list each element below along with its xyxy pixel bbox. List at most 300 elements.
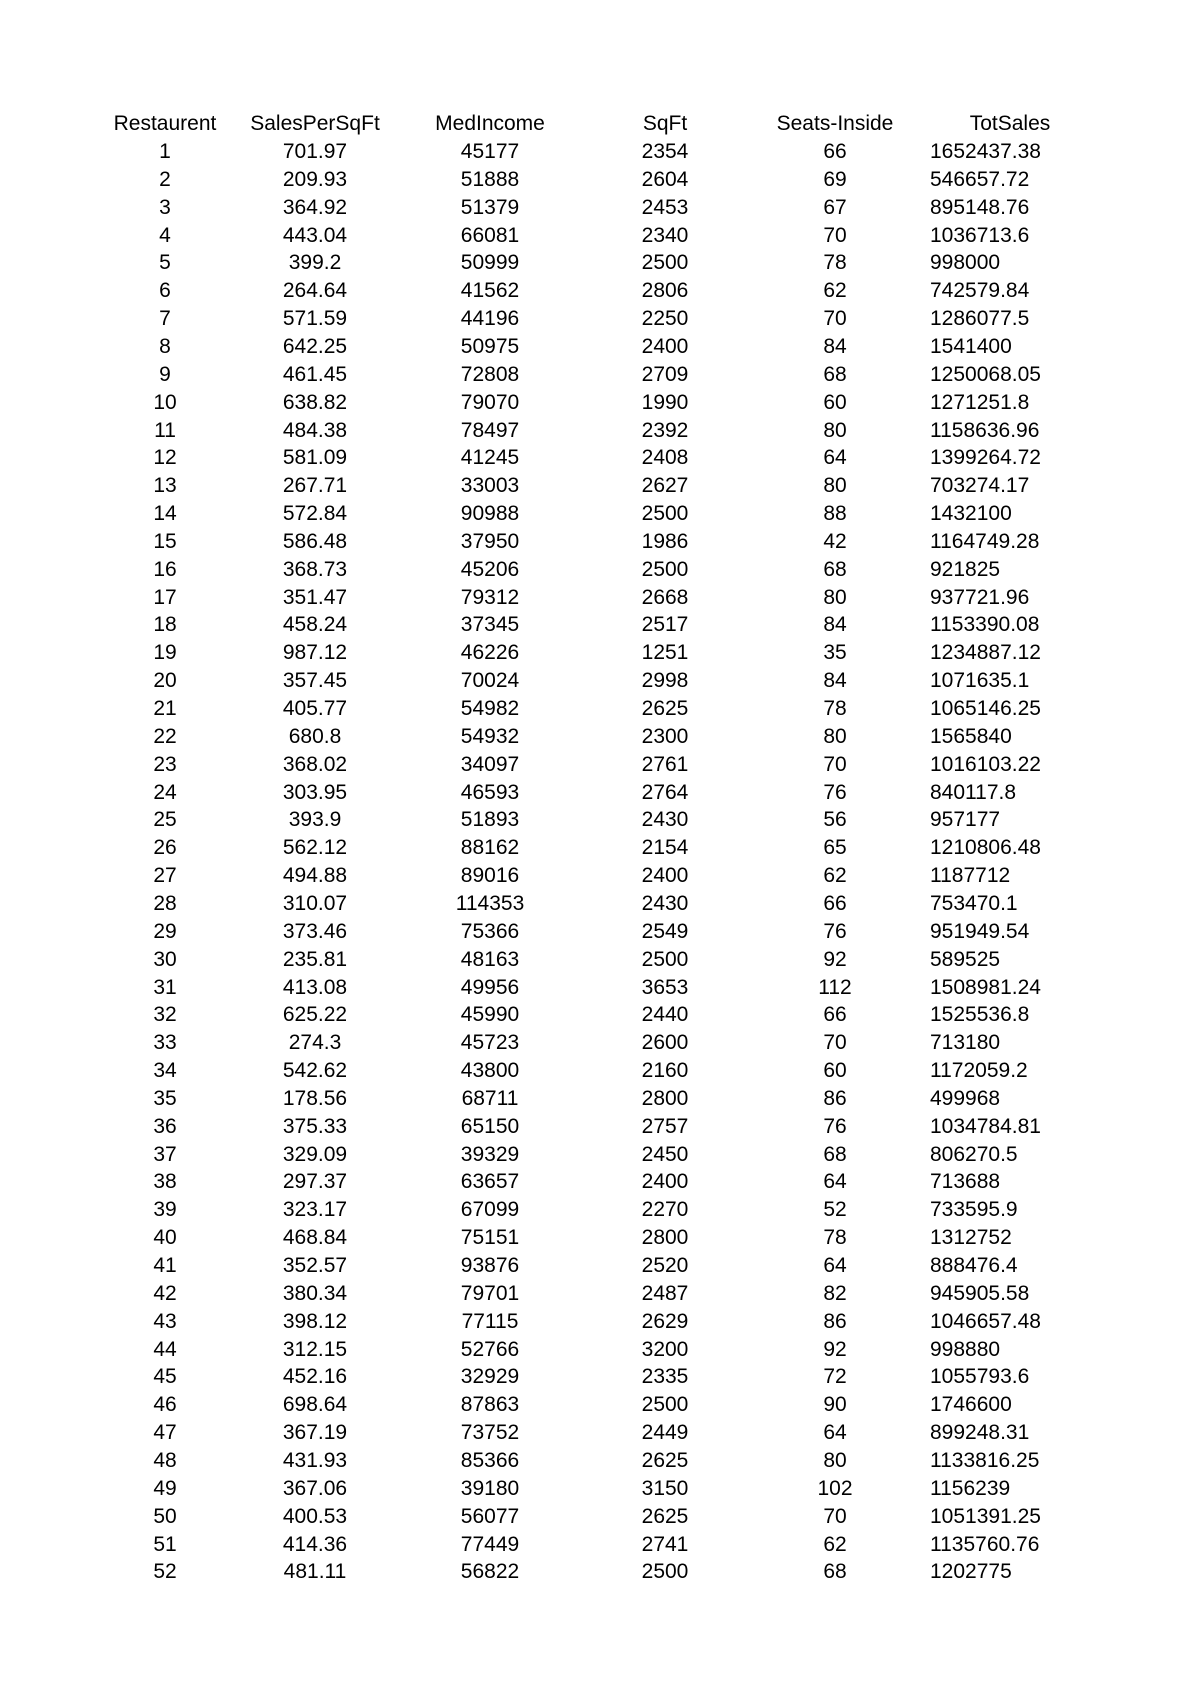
cell-tot-sales: 703274.17 — [930, 474, 1030, 498]
cell-sales-per-sqft: 375.33 — [282, 1114, 348, 1138]
cell-seats-inside: 62 — [823, 1532, 847, 1556]
cell-sqft: 2300 — [641, 724, 689, 748]
table-row — [0, 194, 1200, 222]
cell-sales-per-sqft: 638.82 — [282, 390, 348, 414]
cell-tot-sales: 713180 — [930, 1031, 1001, 1055]
cell-sales-per-sqft: 393.9 — [288, 808, 342, 832]
cell-tot-sales: 998880 — [930, 1337, 1001, 1361]
cell-sqft: 2998 — [641, 669, 689, 693]
cell-tot-sales: 895148.76 — [930, 195, 1030, 219]
table-row — [0, 361, 1200, 389]
cell-med-income: 41562 — [460, 279, 520, 303]
cell-sales-per-sqft: 625.22 — [282, 1003, 348, 1027]
cell-seats-inside: 76 — [823, 919, 847, 943]
cell-med-income: 78497 — [460, 418, 520, 442]
cell-seats-inside: 65 — [823, 836, 847, 860]
table-row — [0, 1085, 1200, 1113]
cell-med-income: 72808 — [460, 362, 520, 386]
cell-sales-per-sqft: 274.3 — [288, 1031, 342, 1055]
cell-med-income: 77449 — [460, 1532, 520, 1556]
cell-sqft: 2500 — [641, 502, 689, 526]
table-row — [0, 751, 1200, 779]
cell-tot-sales: 1250068.05 — [930, 362, 1041, 386]
cell-tot-sales: 713688 — [930, 1170, 1001, 1194]
cell-sales-per-sqft: 352.57 — [282, 1254, 348, 1277]
cell-sales-per-sqft: 235.81 — [282, 947, 348, 971]
cell-tot-sales: 499968 — [930, 1086, 1001, 1110]
cell-tot-sales: 1312752 — [930, 1226, 1012, 1250]
table-row — [0, 1001, 1200, 1029]
header-seats-inside: Seats-Inside — [776, 112, 894, 135]
cell-tot-sales: 1210806.48 — [930, 836, 1041, 860]
cell-restaurent: 13 — [153, 474, 177, 498]
cell-sqft: 2335 — [641, 1365, 689, 1389]
cell-seats-inside: 80 — [823, 474, 847, 498]
cell-restaurent: 17 — [153, 585, 177, 609]
cell-restaurent: 1 — [159, 140, 171, 163]
cell-sqft: 2625 — [641, 697, 689, 720]
table-row — [0, 1336, 1200, 1364]
cell-sales-per-sqft: 373.46 — [282, 919, 348, 943]
cell-seats-inside: 88 — [823, 502, 847, 526]
cell-seats-inside: 60 — [823, 1059, 847, 1083]
cell-tot-sales: 1071635.1 — [930, 669, 1030, 693]
cell-sales-per-sqft: 364.92 — [282, 195, 348, 219]
cell-med-income: 56077 — [460, 1504, 520, 1528]
cell-seats-inside: 80 — [823, 724, 847, 748]
cell-sales-per-sqft: 572.84 — [282, 502, 348, 526]
cell-seats-inside: 62 — [823, 279, 847, 303]
cell-seats-inside: 68 — [823, 1560, 847, 1584]
cell-med-income: 66081 — [460, 223, 520, 247]
table-row — [0, 556, 1200, 584]
cell-sqft: 2520 — [641, 1254, 689, 1277]
cell-sales-per-sqft: 380.34 — [282, 1281, 348, 1305]
cell-tot-sales: 937721.96 — [930, 585, 1030, 609]
header-sales-per-sqft: SalesPerSqFt — [250, 112, 380, 135]
cell-sqft: 2408 — [641, 446, 689, 470]
cell-restaurent: 44 — [153, 1337, 177, 1361]
cell-sqft: 2500 — [641, 947, 689, 971]
cell-sales-per-sqft: 398.12 — [282, 1309, 348, 1333]
cell-restaurent: 21 — [153, 697, 177, 720]
cell-tot-sales: 840117.8 — [930, 780, 1017, 804]
cell-sales-per-sqft: 431.93 — [282, 1448, 348, 1472]
cell-med-income: 39329 — [460, 1142, 520, 1166]
table-row — [0, 1141, 1200, 1169]
cell-sqft: 2400 — [641, 864, 689, 888]
table-row — [0, 974, 1200, 1002]
table-row — [0, 1168, 1200, 1196]
cell-med-income: 45206 — [460, 557, 520, 581]
cell-tot-sales: 1746600 — [930, 1393, 1012, 1417]
cell-seats-inside: 68 — [823, 1142, 847, 1166]
cell-seats-inside: 112 — [818, 975, 852, 999]
cell-seats-inside: 86 — [823, 1309, 847, 1333]
cell-med-income: 93876 — [460, 1254, 520, 1277]
table-row — [0, 1363, 1200, 1391]
cell-restaurent: 10 — [153, 390, 177, 414]
cell-sales-per-sqft: 414.36 — [282, 1532, 348, 1556]
cell-sales-per-sqft: 312.15 — [282, 1337, 348, 1361]
cell-tot-sales: 742579.84 — [930, 279, 1030, 303]
table-row — [0, 500, 1200, 528]
cell-restaurent: 49 — [153, 1476, 177, 1500]
cell-sqft: 3200 — [641, 1337, 689, 1361]
cell-sqft: 2668 — [641, 585, 689, 609]
cell-restaurent: 27 — [153, 864, 177, 888]
cell-sqft: 2154 — [641, 836, 689, 860]
cell-restaurent: 18 — [153, 613, 177, 637]
cell-sqft: 2500 — [641, 1560, 689, 1584]
cell-seats-inside: 64 — [823, 446, 847, 470]
table-row — [0, 1391, 1200, 1419]
cell-restaurent: 29 — [153, 919, 177, 943]
table-row — [0, 695, 1200, 723]
cell-seats-inside: 64 — [823, 1254, 847, 1277]
cell-restaurent: 7 — [159, 307, 171, 331]
cell-seats-inside: 86 — [823, 1086, 847, 1110]
cell-restaurent: 32 — [153, 1003, 177, 1027]
cell-restaurent: 43 — [153, 1309, 177, 1333]
cell-restaurent: 50 — [153, 1504, 177, 1528]
header-med-income: MedIncome — [435, 112, 545, 135]
cell-sqft: 2450 — [641, 1142, 689, 1166]
cell-sqft: 2440 — [641, 1003, 689, 1027]
cell-restaurent: 51 — [153, 1532, 177, 1556]
table-row — [0, 639, 1200, 667]
cell-seats-inside: 70 — [823, 223, 847, 247]
cell-seats-inside: 42 — [823, 529, 847, 553]
cell-seats-inside: 80 — [823, 418, 847, 442]
cell-sales-per-sqft: 458.24 — [282, 613, 348, 637]
cell-tot-sales: 1156239 — [930, 1476, 1011, 1500]
cell-sales-per-sqft: 351.47 — [282, 585, 348, 609]
cell-sqft: 2806 — [641, 279, 689, 303]
cell-seats-inside: 70 — [823, 1031, 847, 1055]
table-row — [0, 723, 1200, 751]
table-row — [0, 1252, 1200, 1280]
cell-seats-inside: 70 — [823, 307, 847, 331]
cell-sales-per-sqft: 209.93 — [282, 167, 348, 191]
cell-restaurent: 2 — [159, 167, 171, 191]
cell-tot-sales: 1135760.76 — [930, 1532, 1040, 1556]
cell-restaurent: 42 — [153, 1281, 177, 1305]
cell-sales-per-sqft: 329.09 — [282, 1142, 348, 1166]
cell-tot-sales: 1164749.28 — [930, 529, 1040, 553]
cell-tot-sales: 589525 — [930, 947, 1001, 971]
cell-restaurent: 37 — [153, 1142, 177, 1166]
cell-restaurent: 28 — [153, 891, 177, 915]
cell-med-income: 37345 — [460, 613, 520, 637]
cell-seats-inside: 52 — [823, 1198, 847, 1222]
table-row — [0, 1224, 1200, 1252]
cell-restaurent: 12 — [153, 446, 177, 470]
table-row — [0, 1558, 1200, 1586]
cell-restaurent: 38 — [153, 1170, 177, 1194]
cell-sales-per-sqft: 562.12 — [282, 836, 348, 860]
cell-tot-sales: 1016103.22 — [930, 752, 1041, 776]
cell-restaurent: 46 — [153, 1393, 177, 1417]
cell-seats-inside: 64 — [823, 1170, 847, 1194]
cell-med-income: 44196 — [460, 307, 520, 331]
cell-tot-sales: 1158636.96 — [930, 418, 1040, 442]
cell-sqft: 2629 — [641, 1309, 689, 1333]
cell-med-income: 50999 — [460, 251, 520, 275]
cell-sales-per-sqft: 698.64 — [282, 1393, 348, 1417]
cell-sales-per-sqft: 484.38 — [282, 418, 348, 442]
cell-med-income: 45177 — [460, 140, 520, 163]
cell-tot-sales: 1399264.72 — [930, 446, 1041, 470]
table-row — [0, 779, 1200, 807]
cell-sqft: 2517 — [641, 613, 689, 637]
cell-sales-per-sqft: 581.09 — [282, 446, 348, 470]
cell-seats-inside: 82 — [823, 1281, 847, 1305]
cell-sales-per-sqft: 452.16 — [282, 1365, 348, 1389]
cell-sales-per-sqft: 443.04 — [282, 223, 348, 247]
table-row — [0, 1196, 1200, 1224]
cell-seats-inside: 35 — [823, 641, 847, 665]
table-row — [0, 1503, 1200, 1531]
table-row — [0, 1057, 1200, 1085]
cell-sqft: 2600 — [641, 1031, 689, 1055]
cell-med-income: 43800 — [460, 1059, 520, 1083]
cell-seats-inside: 70 — [823, 1504, 847, 1528]
table-row — [0, 1531, 1200, 1559]
cell-sales-per-sqft: 267.71 — [282, 474, 348, 498]
cell-tot-sales: 1187712 — [930, 864, 1011, 888]
cell-sqft: 1990 — [641, 390, 689, 414]
cell-med-income: 70024 — [460, 669, 520, 693]
cell-med-income: 68711 — [461, 1086, 519, 1110]
cell-sqft: 2430 — [641, 808, 689, 832]
cell-med-income: 87863 — [460, 1393, 520, 1417]
table-row — [0, 890, 1200, 918]
cell-seats-inside: 84 — [823, 613, 847, 637]
cell-seats-inside: 70 — [823, 752, 847, 776]
table-row — [0, 1113, 1200, 1141]
cell-med-income: 41245 — [460, 446, 520, 470]
header-sqft: SqFt — [642, 112, 688, 135]
cell-tot-sales: 1652437.38 — [930, 140, 1041, 163]
cell-sqft: 2270 — [641, 1198, 689, 1222]
cell-med-income: 32929 — [460, 1365, 520, 1389]
cell-tot-sales: 806270.5 — [930, 1142, 1018, 1166]
cell-sales-per-sqft: 481.11 — [283, 1560, 347, 1584]
cell-med-income: 79312 — [460, 585, 520, 609]
table-row — [0, 584, 1200, 612]
cell-seats-inside: 67 — [823, 195, 847, 219]
cell-sqft: 2625 — [641, 1448, 689, 1472]
cell-restaurent: 41 — [153, 1254, 177, 1277]
cell-seats-inside: 102 — [817, 1476, 853, 1500]
table-row — [0, 389, 1200, 417]
cell-seats-inside: 90 — [823, 1393, 847, 1417]
cell-seats-inside: 80 — [823, 1448, 847, 1472]
cell-tot-sales: 1172059.2 — [930, 1059, 1028, 1083]
cell-med-income: 79070 — [460, 390, 520, 414]
cell-restaurent: 36 — [153, 1114, 177, 1138]
cell-sales-per-sqft: 413.08 — [282, 975, 348, 999]
cell-tot-sales: 1541400 — [930, 334, 1012, 358]
cell-sqft: 1251 — [641, 641, 689, 665]
cell-sqft: 2250 — [641, 307, 689, 331]
table-row — [0, 277, 1200, 305]
cell-sqft: 2761 — [641, 752, 689, 776]
cell-sales-per-sqft: 323.17 — [282, 1198, 348, 1222]
table-row — [0, 1308, 1200, 1336]
table-row — [0, 918, 1200, 946]
cell-seats-inside: 69 — [823, 167, 847, 191]
cell-sqft: 2549 — [641, 919, 689, 943]
cell-med-income: 50975 — [460, 334, 520, 358]
cell-seats-inside: 78 — [823, 697, 847, 720]
table-header-row — [0, 110, 1200, 138]
cell-sqft: 3653 — [641, 975, 689, 999]
cell-sales-per-sqft: 178.56 — [282, 1086, 348, 1110]
cell-seats-inside: 68 — [823, 557, 847, 581]
cell-restaurent: 39 — [153, 1198, 177, 1222]
cell-restaurent: 23 — [153, 752, 177, 776]
header-restaurent: Restaurent — [113, 112, 217, 135]
cell-seats-inside: 66 — [823, 140, 847, 163]
table-row — [0, 1419, 1200, 1447]
cell-seats-inside: 66 — [823, 891, 847, 915]
cell-sqft: 2354 — [641, 140, 689, 163]
cell-sqft: 2741 — [641, 1532, 689, 1556]
cell-med-income: 34097 — [460, 752, 520, 776]
cell-sales-per-sqft: 642.25 — [282, 334, 348, 358]
cell-restaurent: 4 — [159, 223, 171, 247]
cell-seats-inside: 92 — [823, 1337, 847, 1361]
cell-tot-sales: 957177 — [930, 808, 1001, 832]
cell-med-income: 56822 — [460, 1560, 520, 1584]
cell-sales-per-sqft: 461.45 — [282, 362, 348, 386]
cell-sqft: 2392 — [641, 418, 689, 442]
cell-tot-sales: 1046657.48 — [930, 1309, 1041, 1333]
cell-seats-inside: 76 — [823, 780, 847, 804]
cell-sqft: 2764 — [641, 780, 689, 804]
cell-sqft: 2627 — [641, 474, 689, 498]
cell-med-income: 79701 — [460, 1281, 520, 1305]
cell-med-income: 63657 — [460, 1170, 520, 1194]
cell-med-income: 48163 — [460, 947, 520, 971]
cell-tot-sales: 998000 — [930, 251, 1001, 275]
cell-restaurent: 47 — [153, 1421, 177, 1445]
cell-tot-sales: 1271251.8 — [930, 390, 1030, 414]
table-row — [0, 667, 1200, 695]
cell-sqft: 2625 — [641, 1504, 689, 1528]
cell-tot-sales: 733595.9 — [930, 1198, 1018, 1222]
cell-tot-sales: 1202775 — [930, 1560, 1012, 1584]
cell-sales-per-sqft: 368.02 — [282, 752, 348, 776]
cell-tot-sales: 1508981.24 — [930, 975, 1041, 999]
table-row — [0, 444, 1200, 472]
cell-sqft: 2500 — [641, 1393, 689, 1417]
cell-tot-sales: 888476.4 — [930, 1254, 1018, 1277]
cell-med-income: 51379 — [460, 195, 520, 219]
cell-restaurent: 33 — [153, 1031, 177, 1055]
cell-med-income: 65150 — [460, 1114, 520, 1138]
cell-med-income: 45723 — [460, 1031, 520, 1055]
cell-restaurent: 52 — [153, 1560, 177, 1584]
cell-sqft: 2500 — [641, 557, 689, 581]
cell-tot-sales: 1065146.25 — [930, 697, 1041, 720]
table-row — [0, 862, 1200, 890]
cell-sqft: 2800 — [641, 1226, 689, 1250]
table-row — [0, 806, 1200, 834]
cell-restaurent: 6 — [159, 279, 171, 303]
cell-med-income: 46593 — [460, 780, 520, 804]
table-row — [0, 305, 1200, 333]
cell-med-income: 85366 — [460, 1448, 520, 1472]
cell-sqft: 2487 — [641, 1281, 689, 1305]
cell-sqft: 2400 — [641, 1170, 689, 1194]
cell-restaurent: 11 — [154, 418, 176, 442]
cell-med-income: 54982 — [460, 697, 520, 720]
cell-sqft: 2757 — [641, 1114, 689, 1138]
cell-tot-sales: 951949.54 — [930, 919, 1030, 943]
cell-tot-sales: 753470.1 — [930, 891, 1018, 915]
cell-seats-inside: 56 — [823, 808, 847, 832]
cell-tot-sales: 1034784.81 — [930, 1114, 1041, 1138]
cell-sqft: 2400 — [641, 334, 689, 358]
cell-restaurent: 30 — [153, 947, 177, 971]
cell-sales-per-sqft: 586.48 — [282, 529, 348, 553]
cell-seats-inside: 68 — [823, 362, 847, 386]
table-row — [0, 1029, 1200, 1057]
cell-sales-per-sqft: 367.06 — [282, 1476, 348, 1500]
cell-tot-sales: 1051391.25 — [930, 1504, 1041, 1528]
cell-sales-per-sqft: 680.8 — [288, 724, 342, 748]
cell-tot-sales: 1565840 — [930, 724, 1012, 748]
cell-sqft: 2430 — [641, 891, 689, 915]
cell-sqft: 2449 — [641, 1421, 689, 1445]
cell-restaurent: 15 — [153, 529, 177, 553]
cell-restaurent: 45 — [153, 1365, 177, 1389]
cell-restaurent: 8 — [159, 334, 171, 358]
cell-seats-inside: 62 — [823, 864, 847, 888]
cell-seats-inside: 84 — [823, 334, 847, 358]
cell-med-income: 90988 — [460, 502, 520, 526]
cell-sales-per-sqft: 367.19 — [282, 1421, 348, 1445]
cell-med-income: 33003 — [460, 474, 520, 498]
table-row — [0, 1447, 1200, 1475]
cell-seats-inside: 78 — [823, 251, 847, 275]
cell-restaurent: 34 — [153, 1059, 177, 1083]
cell-tot-sales: 921825 — [930, 557, 1001, 581]
table-row — [0, 834, 1200, 862]
cell-med-income: 89016 — [460, 864, 520, 888]
header-tot-sales: TotSales — [969, 112, 1051, 135]
cell-sqft: 2500 — [641, 251, 689, 275]
cell-restaurent: 31 — [153, 975, 177, 999]
cell-seats-inside: 76 — [823, 1114, 847, 1138]
cell-med-income: 51888 — [460, 167, 520, 191]
cell-sales-per-sqft: 542.62 — [282, 1059, 348, 1083]
cell-tot-sales: 1036713.6 — [930, 223, 1030, 247]
cell-sales-per-sqft: 468.84 — [282, 1226, 348, 1250]
cell-tot-sales: 1055793.6 — [930, 1365, 1030, 1389]
cell-sales-per-sqft: 494.88 — [282, 864, 348, 888]
cell-tot-sales: 546657.72 — [930, 167, 1030, 191]
cell-restaurent: 3 — [159, 195, 171, 219]
cell-sqft: 2709 — [641, 362, 689, 386]
table-row — [0, 946, 1200, 974]
cell-restaurent: 16 — [153, 557, 177, 581]
cell-sqft: 1986 — [641, 529, 689, 553]
cell-tot-sales: 1432100 — [930, 502, 1012, 526]
